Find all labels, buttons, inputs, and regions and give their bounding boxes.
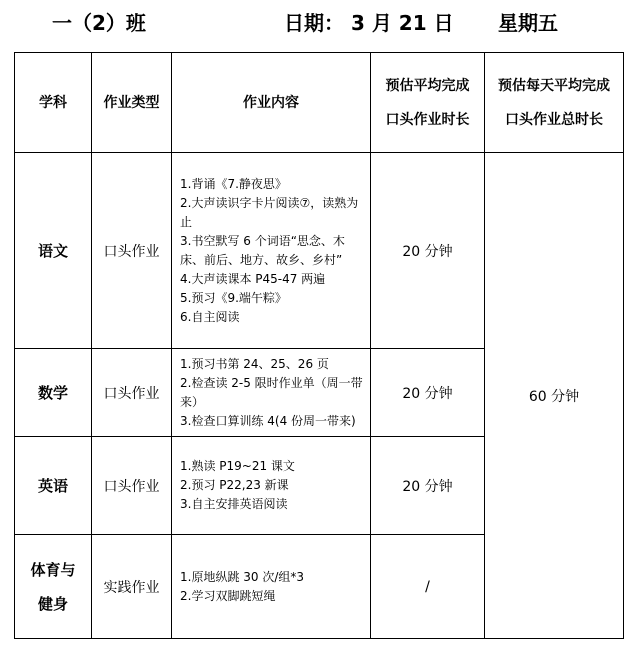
content-item: 3.检查口算训练 4(4 份周一带来) [180,413,356,428]
content-item: 6.自主阅读 [180,309,240,324]
time-cell: 20 分钟 [371,437,485,535]
content-item: 1.熟读 P19~21 课文 [180,459,295,473]
header-row [15,53,624,153]
header-content: 作业内容 [172,53,371,153]
class-name: 一（2）班 [52,11,146,35]
content-cell [172,535,371,639]
type-cell: 口头作业 [92,153,172,349]
header-subject: 学科 [15,53,92,153]
content-cell [172,437,371,535]
content-item: 2.检查读 2-5 限时作业单（周一带来） [180,375,363,409]
content-item: 1.原地纵跳 30 次/组*3 [180,569,305,584]
header-avg-time-line1: 预估平均完成 [385,77,470,94]
subject-cell: 数学 [15,349,92,437]
content-item: 3.自主安排英语阅读 [180,497,288,511]
content-item: 4.大声读课本 P45-47 两遍 [180,271,326,286]
content-item: 5.预习《9.端午粽》 [180,290,287,305]
content-item: 2.大声读识字卡片阅读⑦，读熟为止 [180,195,359,229]
header-daily-total-line2: 口头作业总时长 [505,111,603,128]
type-cell: 口头作业 [92,349,172,437]
subject-cell: 语文 [15,153,92,349]
header-avg-time-line2: 口头作业时长 [385,111,470,128]
header-avg-time [371,53,485,153]
subject-cell: 英语 [15,437,92,535]
content-item: 3.书空默写 6 个词语“思念、木床、前后、地方、故乡、乡村” [180,233,345,267]
content-item: 1.预习书第 24、25、26 页 [180,356,329,371]
subject-line: 健身 [37,594,68,613]
time-cell: / [371,535,485,639]
date-label: 日期： 3 月 21 日 [284,11,454,35]
time-cell: 20 分钟 [371,153,485,349]
table-row-chinese [15,153,624,349]
header-type: 作业类型 [92,53,172,153]
content-item: 2.学习双脚跳短绳 [180,588,276,603]
content-cell [172,349,371,437]
page-header [0,8,637,38]
subject-line: 体育与 [30,560,76,579]
weekday-label: 星期五 [498,11,558,35]
content-item: 2.预习 P22,23 新课 [180,478,289,492]
content-item: 1.背诵《7.静夜思》 [180,176,287,191]
content-cell [172,153,371,349]
header-daily-total [485,53,624,153]
homework-table [14,52,624,639]
header-daily-total-line1: 预估每天平均完成 [498,77,610,94]
daily-total-cell: 60 分钟 [485,153,624,639]
time-cell: 20 分钟 [371,349,485,437]
type-cell: 口头作业 [92,437,172,535]
subject-cell [15,535,92,639]
type-cell: 实践作业 [92,535,172,639]
